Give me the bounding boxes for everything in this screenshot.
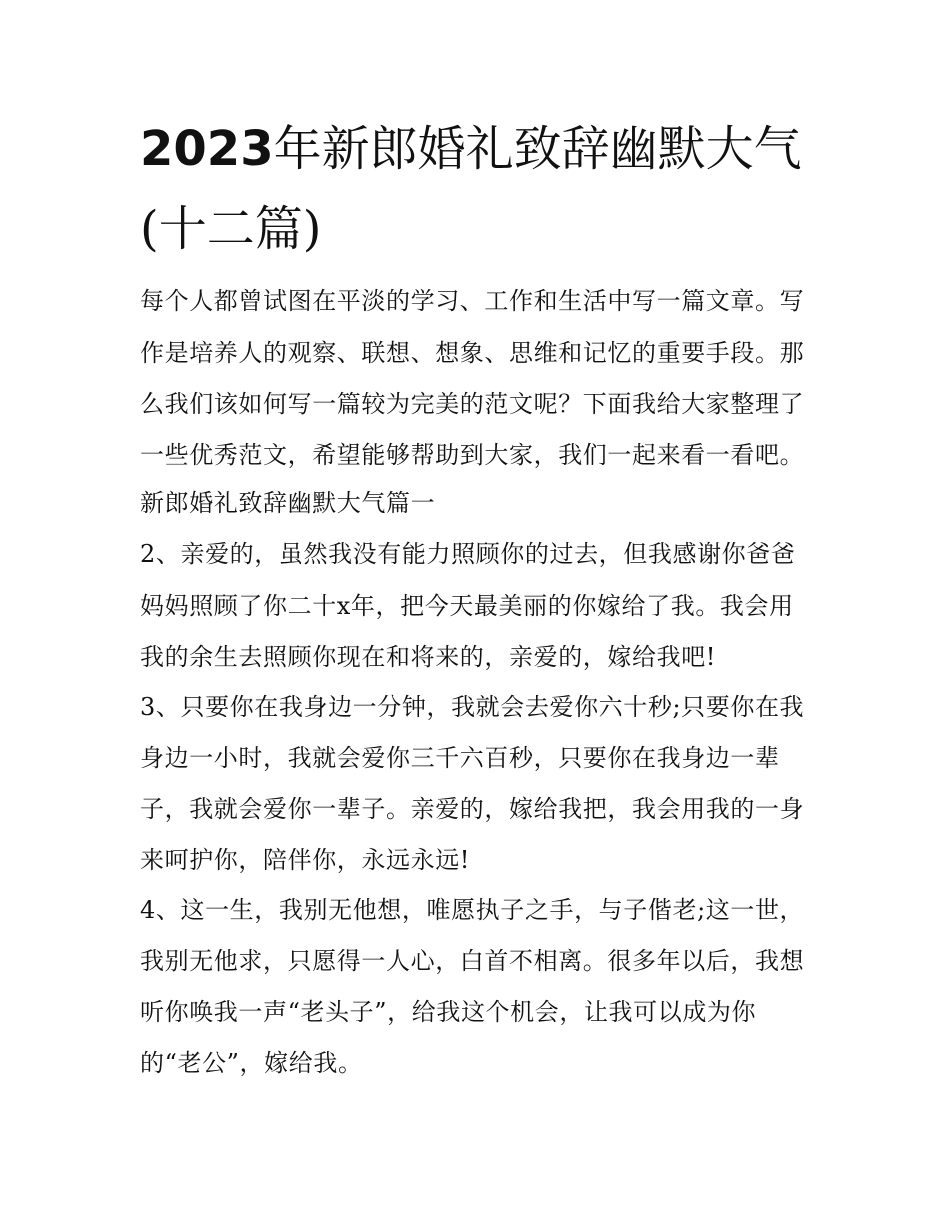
- section-heading: 新郎婚礼致辞幽默大气篇一: [140, 489, 436, 517]
- body-line: 每个人都曾试图在平淡的学习、工作和生活中写一篇文章。写: [140, 287, 805, 315]
- title-year: 2023: [140, 121, 274, 177]
- body-line: 的“老公”，嫁给我。: [140, 1049, 363, 1077]
- document-title-line-1: [140, 121, 840, 177]
- body-line: 来呵护你，陪伴你，永远永远!: [140, 846, 471, 874]
- body-line: 3、只要你在我身边一分钟，我就会去爱你六十秒;只要你在我: [140, 693, 805, 721]
- title-subtitle: (十二篇): [140, 201, 322, 257]
- body-line: 2、亲爱的，虽然我没有能力照顾你的过去，但我感谢你爸爸: [140, 540, 796, 568]
- body-line: 身边一小时，我就会爱你三千六百秒，只要你在我身边一辈: [140, 744, 780, 772]
- body-line: 4、这一生，我别无他想，唯愿执子之手，与子偕老;这一世，: [140, 896, 805, 924]
- body-line: 作是培养人的观察、联想、想象、思维和记忆的重要手段。那: [140, 339, 805, 367]
- body-line: 么我们该如何写一篇较为完美的范文呢？下面我给大家整理了: [140, 390, 805, 418]
- body-line: 妈妈照顾了你二十x年，把今天最美丽的你嫁给了我。我会用: [140, 592, 794, 620]
- body-line: 听你唤我一声“老头子”，给我这个机会，让我可以成为你: [140, 998, 757, 1026]
- body-line: 一些优秀范文，希望能够帮助到大家，我们一起来看一看吧。: [140, 441, 805, 469]
- title-text: 年新郎婚礼致辞幽默大气: [273, 121, 802, 177]
- document-title-line-2: [140, 201, 840, 257]
- body-line: 我别无他求，只愿得一人心，白首不相离。很多年以后，我想: [140, 947, 805, 975]
- body-line: 子，我就会爱你一辈子。亲爱的，嫁给我把，我会用我的一身: [140, 795, 805, 823]
- body-line: 我的余生去照顾你现在和将来的，亲爱的，嫁给我吧!: [140, 643, 717, 671]
